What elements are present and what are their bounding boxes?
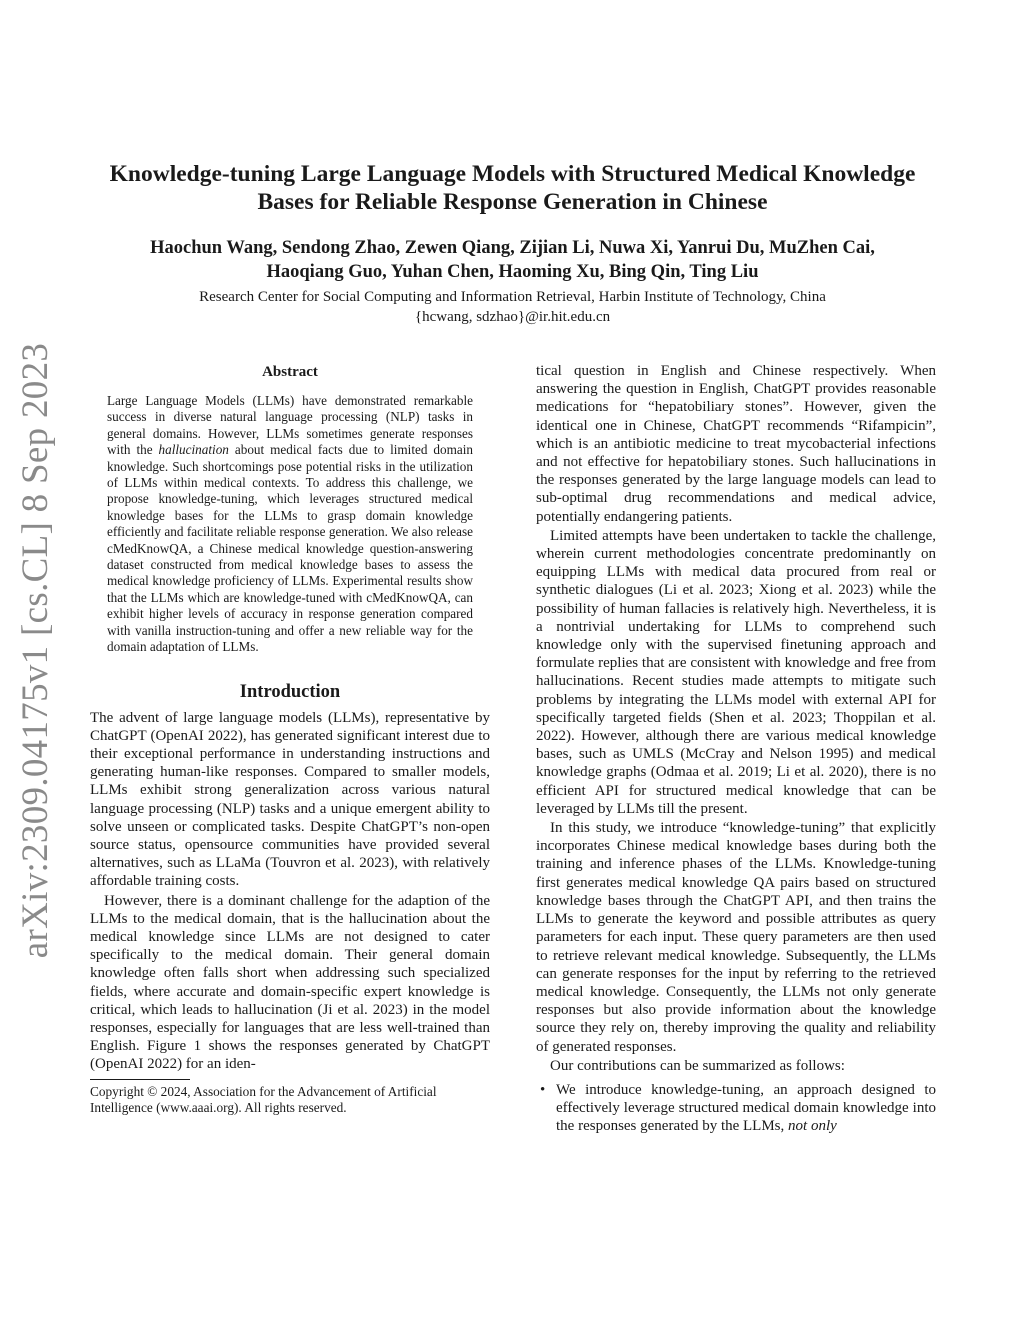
author-line-1: Haochun Wang, Sendong Zhao, Zewen Qiang, Zijian Li, Nuwa Xi, Yanrui Du, MuZhen Cai,: [150, 238, 875, 258]
abstract-body: [107, 393, 473, 656]
paper-title: Knowledge-tuning Large Language Models with Structured Medical Knowledge Bases for Reliable Response Generation in Chinese: [109, 161, 916, 215]
intro-paragraph-3: tical question in English and Chinese respectively. When answering the question in English, ChatGPT provides reasonable medications for “hepatobiliary stones”. However, given the identical one in Chinese, ChatGPT recommends “Rifampicin”, which is an antibiotic medicine to treat mycobacterial infections and not effective for hepatobiliary stones. Such hallucinations in the responses generated by the large language models can lead to sub-optimal drug recommendations and medical advice, potentially endangering patients.: [536, 363, 936, 525]
author-list: [90, 236, 935, 284]
intro-paragraph-4: Limited attempts have been undertaken to tackle the challenge, wherein current methodologies concentrate predominantly on equipping LLMs with medical data procured from real or synthetic dialogues (Li et al. 2023; Xiong et al. 2023) while the possibility of human fallacies is relatively high. Nevertheless, it is a nontrivial undertaking for LLMs to comprehend such knowledge only with the supervised finetuning approach and formulate replies that are consistent with knowledge and free from hallucinations. Recent studies made attempts to mitigate such problems by integrating the LLMs model with external API for specifically targeted fields (Shen et al. 2023; Thoppilan et al. 2022). However, although there are various medical knowledge bases, such as UMLS (McCray and Nelson 1995) and medical knowledge graphs (Odmaa et al. 2019; Li et al. 2020), there is no efficient API for structured medical knowledge that can be leveraged by LLMs till the present.: [536, 527, 936, 817]
abstract-section: [90, 362, 490, 656]
intro-paragraph-1: The advent of large language models (LLMs), representative by ChatGPT (OpenAI 2022), has generated significant interest due to their exceptional performance in understanding instructions and generating human-like responses. Compared to smaller models, LLMs exhibit strong generalization across various natural language processing (NLP) tasks and a unique emergent ability to solve unseen or complicated tasks. Despite ChatGPT’s non-open source status, opensource communities have provided several alternatives, such as LLaMa (Touvron et al. 2023), with relatively affordable training costs.: [90, 709, 490, 890]
bullet-icon: •: [540, 1081, 546, 1098]
affiliation-institution: Research Center for Social Computing and Information Retrieval, Harbin Institute of Technology, China: [199, 289, 826, 305]
author-line-2: Haoqiang Guo, Yuhan Chen, Haoming Xu, Bing Qin, Ting Liu: [266, 262, 759, 282]
contributions-list: [536, 1081, 936, 1136]
right-column: [536, 362, 936, 1136]
intro-paragraph-2: However, there is a dominant challenge for the adaption of the LLMs to the medical domain, that is the hallucination about the medical knowledge since LLMs are not designed to cater specifically to the medical domain. Their general domain knowledge often falls short when addressing such specialized fields, where accurate and domain-specific expert knowledge is critical, which leads to hallucination (Ji et al. 2023) in the model responses, especially for languages that are less well-trained than English. Figure 1 shows the responses generated by ChatGPT (OpenAI 2022) for an iden-: [90, 892, 490, 1073]
affiliation-email: {hcwang, sdzhao}@ir.hit.edu.cn: [414, 309, 611, 325]
introduction-heading: Introduction: [239, 681, 341, 702]
left-column: [90, 362, 490, 1117]
arxiv-identifier-text: arXiv:2309.04175v1 [cs.CL] 8 Sep 2023: [15, 342, 57, 958]
abstract-emphasis: hallucination: [158, 442, 229, 458]
abstract-text-part-2: about medical facts due to limited domain knowledge. Such shortcomings pose potential risks in the utilization of LLMs within medical contexts. To address this challenge, we propose knowledge-tuning, which leverages structured medical knowledge bases for the LLMs to grasp domain knowledge efficiently and facilitate reliable response generation. We also release cMedKnowQA, a Chinese medical knowledge question-answering dataset constructed from medical knowledge bases to assess the medical knowledge proficiency of LLMs. Experimental results show that the LLMs which are knowledge-tuned with cMedKnowQA, can exhibit higher levels of accuracy in response generation compared with vanilla instruction-tuning and offer a new reliable way for the domain adaptation of LLMs.: [107, 442, 473, 655]
abstract-text-part-1: Large Language Models (LLMs) have demonstrated remarkable success in diverse natural language processing (NLP) tasks in general domains. However, LLMs sometimes generate responses with the: [107, 393, 473, 458]
intro-paragraph-5: In this study, we introduce “knowledge-tuning” that explicitly incorporates Chinese medical knowledge bases during both the training and inference phases of the LLMs. Knowledge-tuning first generates medical knowledge QA pairs based on structured knowledge bases through the ChatGPT API, and then trains the LLMs to generate the keyword and possible attributes as query parameters for each input. These query parameters are then used to retrieve relevant medical knowledge. Subsequently, the LLMs can generate responses for the input by referring to the retrieved medical knowledge. Consequently, the LLMs not only generate responses but also provide information about the knowledge source they rely on, thereby improving the quality and reliability of generated responses.: [536, 820, 936, 1055]
copyright-footnote: [90, 1084, 490, 1117]
list-item: [536, 1081, 936, 1136]
contribution-1-emphasis: not only: [788, 1118, 837, 1135]
copyright-line-2: Intelligence (www.aaai.org). All rights reserved.: [90, 1100, 347, 1116]
arxiv-identifier-stamp: [6, 342, 66, 958]
abstract-heading: Abstract: [262, 364, 318, 380]
contribution-1-text: We introduce knowledge-tuning, an approach designed to effectively leverage structured medical domain knowledge into the responses generated by the LLMs,: [556, 1081, 936, 1135]
affiliation-block: [90, 287, 935, 327]
footnote-divider: [90, 1079, 190, 1080]
copyright-line-1: Copyright © 2024, Association for the Advancement of Artificial: [90, 1083, 437, 1099]
intro-paragraph-6: Our contributions can be summarized as follows:: [550, 1057, 845, 1074]
